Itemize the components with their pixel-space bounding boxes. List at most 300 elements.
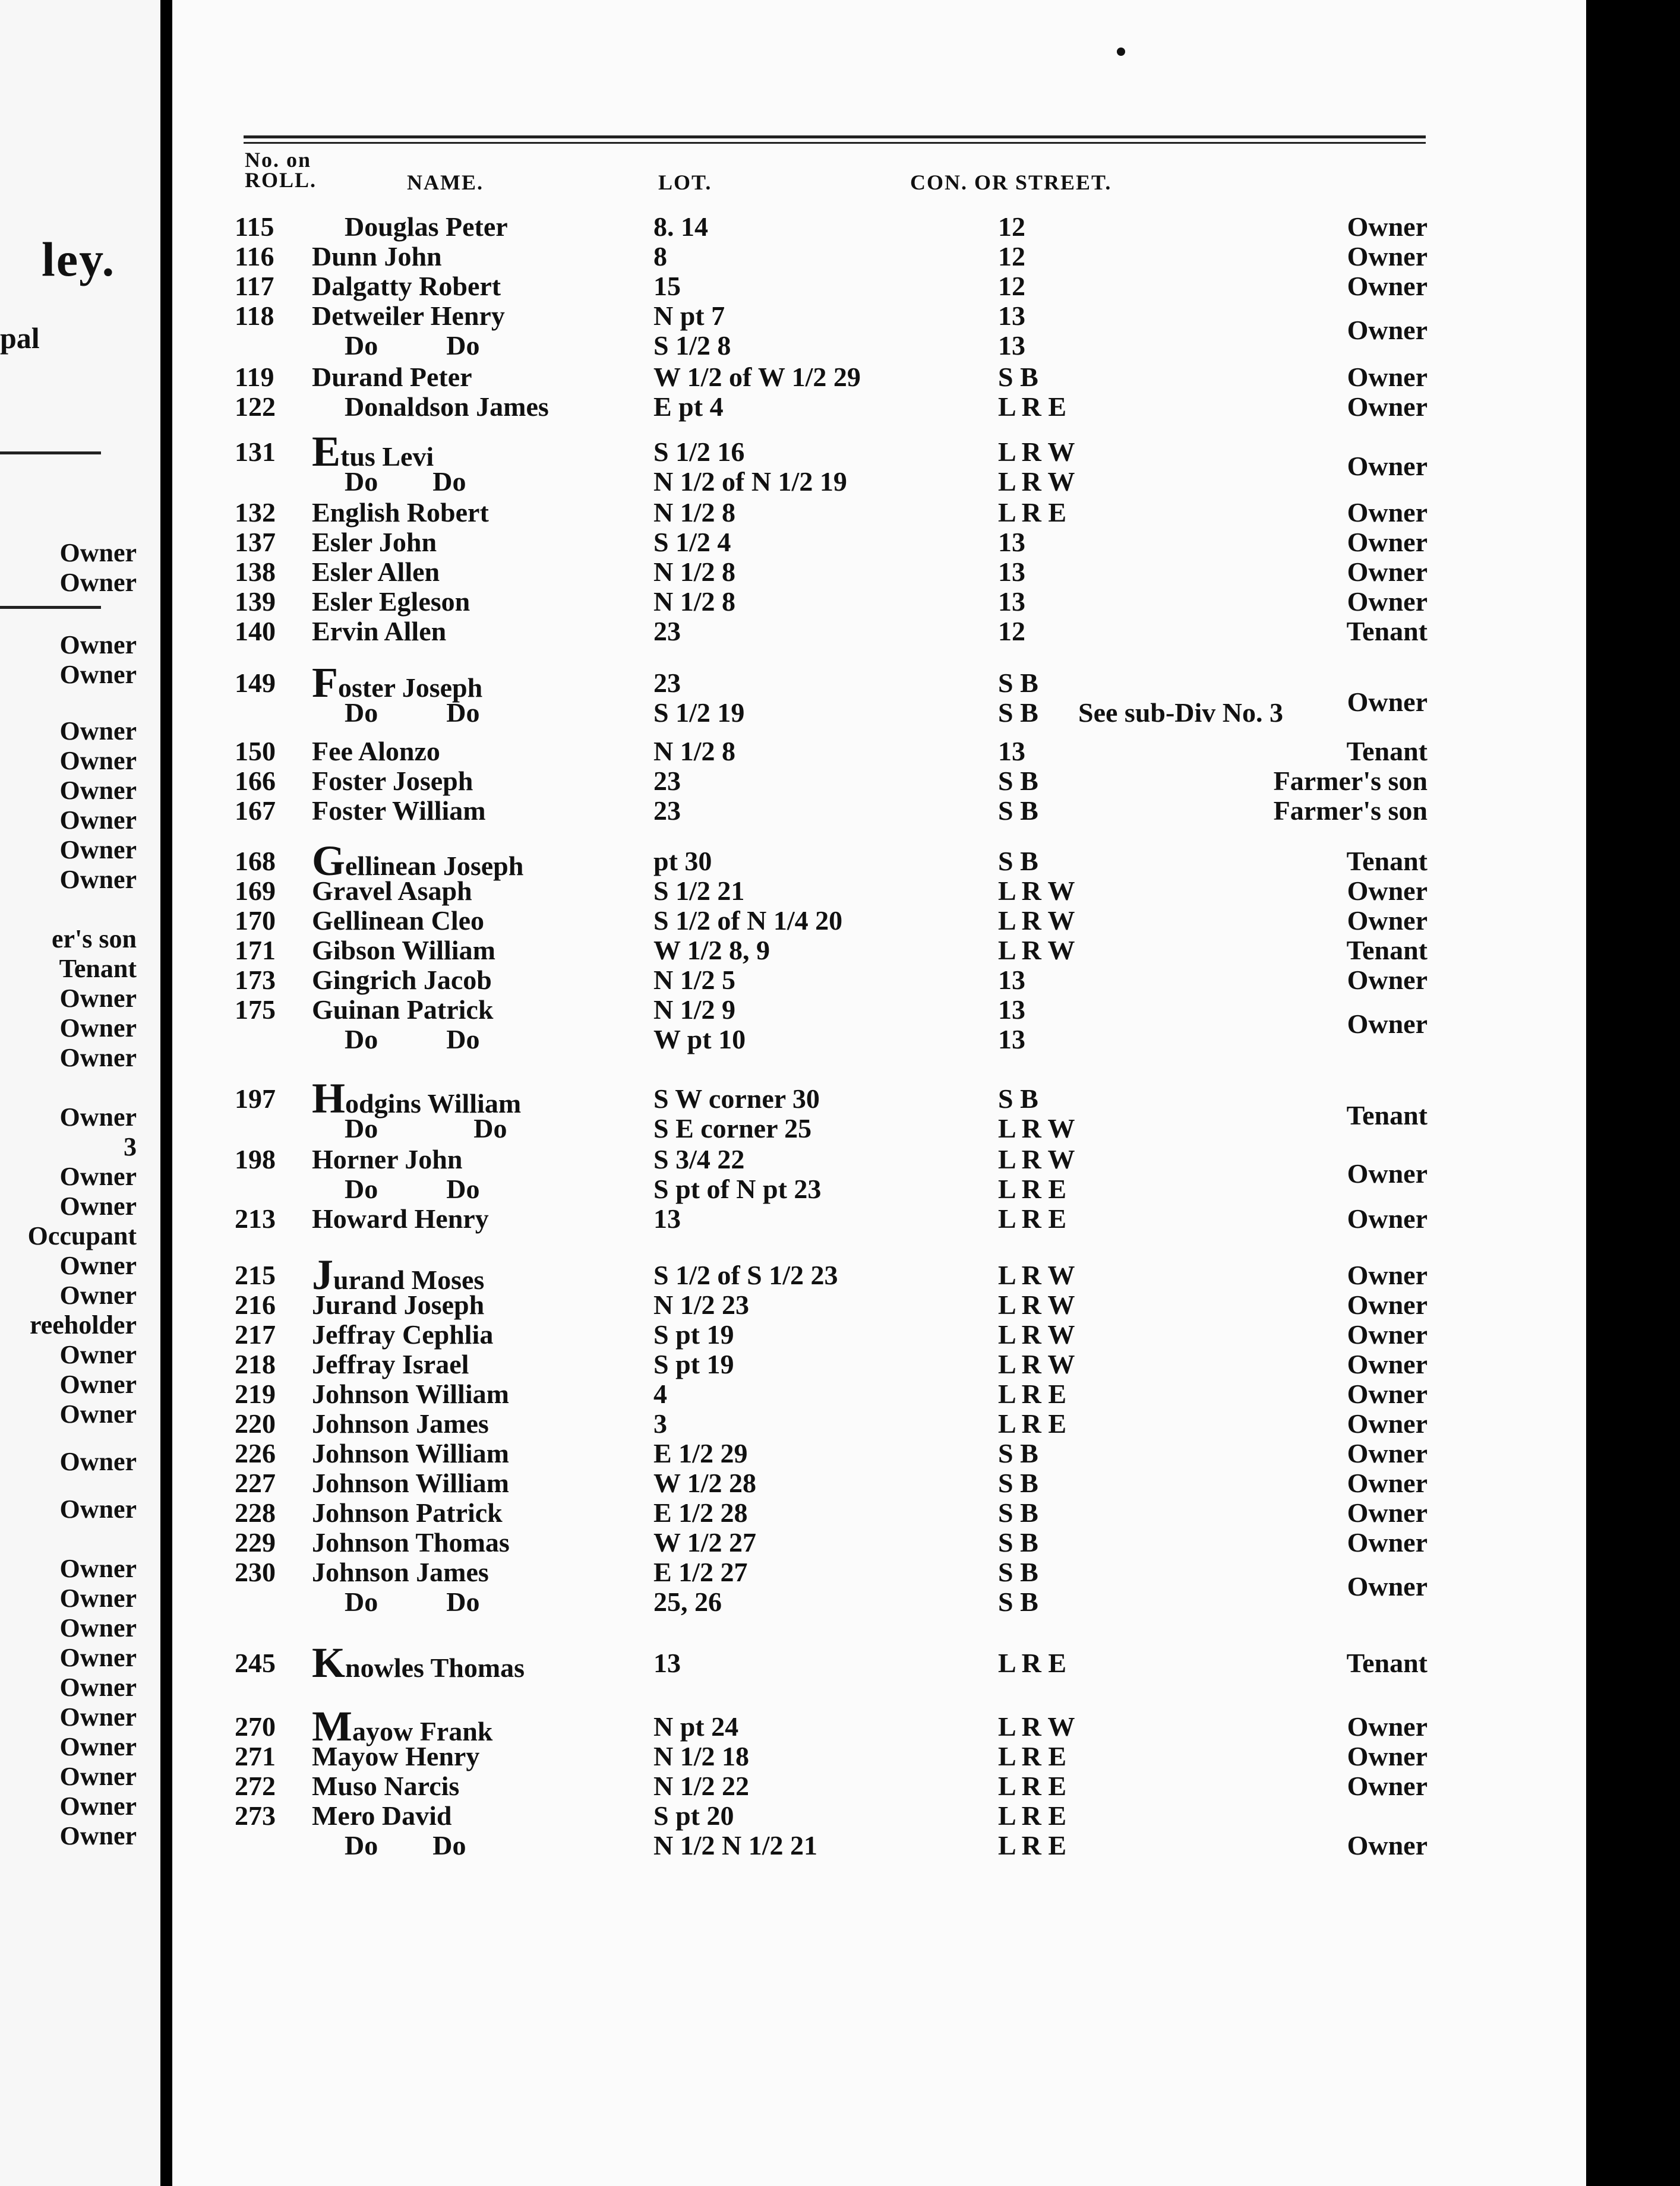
name-rest: urand Moses bbox=[333, 1265, 485, 1295]
concession-or-street: 13 bbox=[998, 557, 1025, 587]
lot: N 1/2 8 bbox=[653, 497, 735, 527]
lot: 23 bbox=[653, 668, 681, 698]
roll-number: 150 bbox=[235, 736, 276, 766]
roll-number: 218 bbox=[235, 1349, 276, 1379]
roll-number: 173 bbox=[235, 965, 276, 995]
initial-capital: M bbox=[312, 1702, 352, 1750]
roll-number: 272 bbox=[235, 1771, 276, 1801]
table-row bbox=[0, 905, 1680, 936]
roll-number: 216 bbox=[235, 1290, 276, 1320]
owner-name: Gingrich Jacob bbox=[312, 965, 492, 995]
roll-number: 271 bbox=[235, 1741, 276, 1771]
owner-name: Muso Narcis bbox=[312, 1771, 460, 1801]
header-double-rule bbox=[244, 135, 1426, 144]
table-row bbox=[0, 1378, 1680, 1409]
owner-name: Johnson Thomas bbox=[312, 1527, 510, 1558]
roll-number: 139 bbox=[235, 586, 276, 617]
left-page-item: Owner bbox=[59, 865, 137, 894]
roll-number: 117 bbox=[235, 271, 274, 301]
concession-or-street: S B bbox=[998, 362, 1038, 392]
concession-or-street: 13 bbox=[998, 736, 1025, 766]
table-row bbox=[0, 241, 1680, 271]
concession-or-street: L R W bbox=[998, 935, 1075, 965]
left-page-item: Owner bbox=[59, 1732, 137, 1761]
table-row bbox=[0, 391, 1680, 422]
owner-name: Mayow Henry bbox=[312, 1741, 480, 1771]
lot: 23 bbox=[653, 795, 681, 826]
lot: N 1/2 5 bbox=[653, 965, 735, 995]
status-label: Owner bbox=[1347, 1290, 1428, 1320]
header-name: NAME. bbox=[407, 170, 484, 194]
concession-or-street: S B bbox=[998, 1527, 1038, 1558]
lot: S W corner 30 bbox=[653, 1083, 820, 1114]
status-label: Owner bbox=[1347, 1741, 1428, 1771]
lot: N 1/2 22 bbox=[653, 1771, 749, 1801]
status-label: Tenant bbox=[1346, 935, 1428, 965]
status-label: Farmer's son bbox=[1273, 766, 1428, 796]
status-label: Tenant bbox=[1346, 616, 1428, 646]
left-page-item: Owner bbox=[59, 1162, 137, 1191]
lot: S 1/2 4 bbox=[653, 527, 731, 557]
owner-name: Jurand Joseph bbox=[312, 1290, 485, 1320]
concession-or-street: 13 bbox=[998, 301, 1025, 331]
status-label: Owner bbox=[1347, 391, 1428, 422]
lot: N pt 7 bbox=[653, 301, 725, 331]
owner-name: Esler Allen bbox=[312, 557, 440, 587]
roll-number: 132 bbox=[235, 497, 276, 527]
owner-name: Johnson William bbox=[312, 1468, 509, 1498]
lot: E 1/2 27 bbox=[653, 1557, 748, 1587]
owner-name: Douglas Peter bbox=[345, 211, 508, 242]
concession-or-street: S B bbox=[998, 1557, 1038, 1587]
table-row bbox=[0, 964, 1680, 995]
owner-name: Do Do bbox=[345, 1024, 480, 1054]
owner-name: Gellinean Cleo bbox=[312, 905, 485, 936]
table-row bbox=[0, 1467, 1680, 1498]
left-page-item: Tenant bbox=[59, 954, 137, 983]
owner-name: Jeffray Cephlia bbox=[312, 1319, 494, 1350]
owner-name: Detweiler Henry bbox=[312, 301, 505, 331]
lot: E 1/2 28 bbox=[653, 1498, 748, 1528]
lot: E pt 4 bbox=[653, 391, 724, 422]
roll-number: 116 bbox=[235, 241, 274, 271]
concession-or-street: S B bbox=[998, 1587, 1038, 1617]
owner-name: Dalgatty Robert bbox=[312, 271, 501, 301]
concession-or-street: L R W bbox=[998, 876, 1075, 906]
left-page-item: Owner bbox=[59, 1370, 137, 1399]
table-row bbox=[0, 270, 1680, 301]
lot: N 1/2 23 bbox=[653, 1290, 749, 1320]
table-row bbox=[0, 1497, 1680, 1528]
table-row bbox=[0, 994, 1680, 1025]
owner-name: Johnson William bbox=[312, 1438, 509, 1468]
left-page-item: Owner bbox=[59, 746, 137, 775]
concession-or-street: S B bbox=[998, 1083, 1038, 1114]
left-page-item: Owner bbox=[59, 1792, 137, 1821]
roll-number: 220 bbox=[235, 1408, 276, 1439]
owner-name: Do Do bbox=[345, 466, 466, 497]
roll-number: 140 bbox=[235, 616, 276, 646]
left-page-item: Owner bbox=[59, 984, 137, 1013]
lot: S 1/2 8 bbox=[653, 330, 731, 361]
status-label: Tenant bbox=[1346, 736, 1428, 766]
left-page-item: Owner bbox=[59, 1673, 137, 1702]
table-row bbox=[0, 1143, 1680, 1174]
concession-or-street: 12 bbox=[998, 211, 1025, 242]
table-row bbox=[0, 615, 1680, 646]
status-label: Owner bbox=[1347, 1319, 1428, 1350]
concession-or-street: L R W bbox=[998, 1349, 1075, 1379]
lot: 13 bbox=[653, 1648, 681, 1678]
left-page-item: Owner bbox=[59, 1013, 137, 1043]
roll-number: 131 bbox=[235, 437, 276, 467]
concession-or-street: S B bbox=[998, 846, 1038, 876]
status-label: Owner bbox=[1347, 1830, 1428, 1860]
roll-number: 171 bbox=[235, 935, 276, 965]
status-label: Owner bbox=[1347, 527, 1428, 557]
concession-or-street: L R W bbox=[998, 437, 1075, 467]
concession-or-street: 12 bbox=[998, 241, 1025, 271]
left-page-item: Owner bbox=[59, 1495, 137, 1524]
table-row bbox=[0, 1639, 1680, 1686]
lot: N 1/2 9 bbox=[653, 994, 735, 1025]
left-page-item: Owner bbox=[59, 660, 137, 689]
owner-name: Gravel Asaph bbox=[312, 876, 472, 906]
roll-number: 149 bbox=[235, 668, 276, 698]
lot: N 1/2 8 bbox=[653, 586, 735, 617]
roll-number: 138 bbox=[235, 557, 276, 587]
concession-or-street: 13 bbox=[998, 586, 1025, 617]
concession-or-street: L R W bbox=[998, 1113, 1075, 1143]
status-label: Owner bbox=[1347, 557, 1428, 587]
left-page-item: Occupant bbox=[27, 1221, 137, 1250]
owner-name bbox=[312, 1639, 525, 1686]
roll-number: 213 bbox=[235, 1203, 276, 1234]
concession-or-street: 12 bbox=[998, 616, 1025, 646]
lot: N 1/2 8 bbox=[653, 736, 735, 766]
table-row bbox=[0, 1438, 1680, 1468]
roll-number: 166 bbox=[235, 766, 276, 796]
left-page-item: 3 bbox=[124, 1132, 137, 1161]
left-page-item: Owner bbox=[59, 1702, 137, 1732]
owner-name: Johnson James bbox=[312, 1557, 489, 1587]
table-row bbox=[0, 1830, 1680, 1860]
table-row bbox=[0, 765, 1680, 796]
roll-number: 137 bbox=[235, 527, 276, 557]
roll-number: 197 bbox=[235, 1083, 276, 1114]
owner-name: Do Do bbox=[345, 1587, 480, 1617]
table-row bbox=[0, 1251, 1680, 1299]
concession-or-street: 13 bbox=[998, 1024, 1025, 1054]
status-label: Owner bbox=[1347, 687, 1428, 717]
owner-name: Do Do bbox=[345, 330, 480, 361]
status-label: Owner bbox=[1347, 1009, 1428, 1039]
owner-name: Jeffray Israel bbox=[312, 1349, 469, 1379]
status-label: Owner bbox=[1347, 1771, 1428, 1801]
lot: E 1/2 29 bbox=[653, 1438, 748, 1468]
left-page-item: Owner bbox=[59, 1643, 137, 1672]
concession-or-street: L R E bbox=[998, 1379, 1067, 1409]
left-page-item: Owner bbox=[59, 716, 137, 745]
status-label: Owner bbox=[1347, 1203, 1428, 1234]
table-row bbox=[0, 586, 1680, 617]
initial-capital: K bbox=[312, 1639, 346, 1686]
concession-or-street: L R E bbox=[998, 1203, 1067, 1234]
left-page-item: Owner bbox=[59, 630, 137, 659]
left-page-item: Owner bbox=[59, 538, 137, 567]
roll-number: 230 bbox=[235, 1557, 276, 1587]
header-roll: ROLL. bbox=[245, 168, 317, 192]
owner-name: Fee Alonzo bbox=[312, 736, 440, 766]
lot: S pt 20 bbox=[653, 1800, 734, 1831]
concession-or-street: L R W bbox=[998, 466, 1075, 497]
name-rest: tus Levi bbox=[340, 441, 434, 472]
roll-number: 227 bbox=[235, 1468, 276, 1498]
table-row bbox=[0, 795, 1680, 826]
table-row bbox=[0, 1556, 1680, 1587]
owner-name: Esler John bbox=[312, 527, 437, 557]
lot: 15 bbox=[653, 271, 681, 301]
row-note: See sub-Div No. 3 bbox=[1078, 697, 1284, 728]
table-row bbox=[0, 526, 1680, 557]
table-row bbox=[0, 1800, 1680, 1831]
roll-number: 167 bbox=[235, 795, 276, 826]
concession-or-street: L R E bbox=[998, 497, 1067, 527]
lot: W 1/2 of W 1/2 29 bbox=[653, 362, 861, 392]
owner-name: Foster Joseph bbox=[312, 766, 473, 796]
status-label: Owner bbox=[1347, 315, 1428, 345]
left-page-item: Owner bbox=[59, 776, 137, 805]
roll-number: 229 bbox=[235, 1527, 276, 1558]
concession-or-street: L R E bbox=[998, 1174, 1067, 1204]
lot: W 1/2 27 bbox=[653, 1527, 756, 1558]
lot: S 1/2 16 bbox=[653, 437, 745, 467]
roll-number: 245 bbox=[235, 1648, 276, 1678]
roll-number: 219 bbox=[235, 1379, 276, 1409]
concession-or-street: L R E bbox=[998, 1408, 1067, 1439]
table-row bbox=[0, 1289, 1680, 1320]
owner-name: Horner John bbox=[312, 1144, 463, 1174]
lot: S 1/2 19 bbox=[653, 697, 745, 728]
table-row bbox=[0, 1319, 1680, 1350]
header-con-or-street: CON. OR STREET. bbox=[910, 170, 1112, 194]
table-row bbox=[0, 211, 1680, 242]
left-page-item: Owner bbox=[59, 1400, 137, 1429]
left-page-item: Owner bbox=[59, 1554, 137, 1583]
left-page-item: Owner bbox=[59, 568, 137, 597]
lot: 3 bbox=[653, 1408, 667, 1439]
table-row bbox=[0, 1203, 1680, 1234]
left-page-item: Owner bbox=[59, 835, 137, 864]
name-rest: ellinean Joseph bbox=[345, 851, 524, 881]
owner-name: Donaldson James bbox=[345, 391, 549, 422]
concession-or-street: 13 bbox=[998, 994, 1025, 1025]
status-label: Owner bbox=[1347, 1349, 1428, 1379]
status-label: Owner bbox=[1347, 1571, 1428, 1601]
lot: S pt 19 bbox=[653, 1349, 734, 1379]
left-page-title: ley. bbox=[42, 232, 116, 286]
status-label: Owner bbox=[1347, 362, 1428, 392]
table-row bbox=[0, 1408, 1680, 1439]
concession-or-street: S B bbox=[998, 1468, 1038, 1498]
status-label: Owner bbox=[1347, 586, 1428, 617]
left-page-item: er's son bbox=[52, 924, 137, 953]
status-label: Owner bbox=[1347, 211, 1428, 242]
status-label: Owner bbox=[1347, 451, 1428, 481]
left-page-item: Owner bbox=[59, 1340, 137, 1369]
status-label: Owner bbox=[1347, 1260, 1428, 1290]
owner-name: Do Do bbox=[345, 697, 480, 728]
status-label: Owner bbox=[1347, 905, 1428, 936]
status-label: Owner bbox=[1347, 241, 1428, 271]
status-label: Owner bbox=[1347, 497, 1428, 527]
left-page-item: Owner bbox=[59, 1821, 137, 1850]
lot: S 1/2 of N 1/4 20 bbox=[653, 905, 843, 936]
lot: 13 bbox=[653, 1203, 681, 1234]
status-label: Owner bbox=[1347, 876, 1428, 906]
concession-or-street: L R E bbox=[998, 1771, 1067, 1801]
left-page-item: Owner bbox=[59, 1762, 137, 1791]
left-page-item: Owner bbox=[59, 1613, 137, 1642]
status-label: Owner bbox=[1347, 1379, 1428, 1409]
table-row bbox=[0, 1527, 1680, 1558]
status-label: Owner bbox=[1347, 1438, 1428, 1468]
roll-number: 228 bbox=[235, 1498, 276, 1528]
name-rest: oster Joseph bbox=[337, 672, 483, 703]
lot: 8 bbox=[653, 241, 667, 271]
status-label: Owner bbox=[1347, 1527, 1428, 1558]
status-label: Tenant bbox=[1346, 846, 1428, 876]
header-lot: LOT. bbox=[658, 170, 712, 194]
concession-or-street: L R E bbox=[998, 1741, 1067, 1771]
initial-capital: H bbox=[312, 1075, 346, 1122]
ink-speck bbox=[1117, 48, 1125, 56]
name-rest: ayow Frank bbox=[352, 1716, 493, 1746]
owner-name: English Robert bbox=[312, 497, 489, 527]
status-label: Owner bbox=[1347, 271, 1428, 301]
concession-or-street: L R E bbox=[998, 1800, 1067, 1831]
concession-or-street: L R W bbox=[998, 1319, 1075, 1350]
roll-number: 169 bbox=[235, 876, 276, 906]
concession-or-street: S B bbox=[998, 668, 1038, 698]
status-label: Owner bbox=[1347, 1498, 1428, 1528]
table-row bbox=[0, 1348, 1680, 1379]
table-row bbox=[0, 300, 1680, 331]
owner-name: Gibson William bbox=[312, 935, 495, 965]
concession-or-street: L R W bbox=[998, 1290, 1075, 1320]
concession-or-street: 12 bbox=[998, 271, 1025, 301]
left-page-subtitle: pal bbox=[0, 321, 40, 355]
concession-or-street: L R W bbox=[998, 1144, 1075, 1174]
owner-name: Dunn John bbox=[312, 241, 442, 271]
lot: S 3/4 22 bbox=[653, 1144, 745, 1174]
left-page-item: Owner bbox=[59, 1584, 137, 1613]
left-page-item: Owner bbox=[59, 1043, 137, 1072]
table-row bbox=[0, 735, 1680, 766]
left-page-item: Owner bbox=[59, 1192, 137, 1221]
owner-name: Johnson James bbox=[312, 1408, 489, 1439]
table-row bbox=[0, 1702, 1680, 1750]
owner-name: Ervin Allen bbox=[312, 616, 447, 646]
concession-or-street: L R W bbox=[998, 1260, 1075, 1290]
table-row bbox=[0, 428, 1680, 475]
roll-number: 168 bbox=[235, 846, 276, 876]
concession-or-street: 13 bbox=[998, 527, 1025, 557]
lot: W 1/2 28 bbox=[653, 1468, 756, 1498]
lot: N 1/2 of N 1/2 19 bbox=[653, 466, 847, 497]
roll-number: 273 bbox=[235, 1800, 276, 1831]
name-rest: odgins William bbox=[345, 1088, 522, 1119]
lot: N pt 24 bbox=[653, 1711, 739, 1742]
lot: N 1/2 N 1/2 21 bbox=[653, 1830, 817, 1860]
owner-name: Guinan Patrick bbox=[312, 994, 494, 1025]
concession-or-street: S B bbox=[998, 697, 1038, 728]
lot: S pt 19 bbox=[653, 1319, 734, 1350]
lot: W pt 10 bbox=[653, 1024, 746, 1054]
owner-name: Do Do bbox=[345, 1830, 466, 1860]
concession-or-street: S B bbox=[998, 766, 1038, 796]
initial-capital: F bbox=[312, 659, 338, 706]
left-page-item: Owner bbox=[59, 1281, 137, 1310]
concession-or-street: L R W bbox=[998, 905, 1075, 936]
table-row bbox=[0, 875, 1680, 906]
concession-or-street: L R E bbox=[998, 391, 1067, 422]
roll-number: 270 bbox=[235, 1711, 276, 1742]
left-page-item: Owner bbox=[59, 1251, 137, 1280]
header-no-on: No. on bbox=[245, 148, 312, 172]
concession-or-street: 13 bbox=[998, 330, 1025, 361]
roll-number: 226 bbox=[235, 1438, 276, 1468]
owner-name: Durand Peter bbox=[312, 362, 472, 392]
concession-or-street: L R E bbox=[998, 1830, 1067, 1860]
roll-number: 118 bbox=[235, 301, 274, 331]
concession-or-street: S B bbox=[998, 795, 1038, 826]
status-label: Owner bbox=[1347, 1711, 1428, 1742]
lot: 23 bbox=[653, 616, 681, 646]
status-label: Owner bbox=[1347, 1468, 1428, 1498]
lot: N 1/2 18 bbox=[653, 1741, 749, 1771]
initial-capital: G bbox=[312, 837, 346, 884]
lot: N 1/2 8 bbox=[653, 557, 735, 587]
name-rest: nowles Thomas bbox=[345, 1653, 525, 1683]
roll-number: 215 bbox=[235, 1260, 276, 1290]
table-row bbox=[0, 1740, 1680, 1771]
table-row bbox=[0, 934, 1680, 965]
roll-number: 119 bbox=[235, 362, 274, 392]
roll-number: 115 bbox=[235, 211, 274, 242]
lot: W 1/2 8, 9 bbox=[653, 935, 770, 965]
status-label: Owner bbox=[1347, 1158, 1428, 1189]
left-page-item: Owner bbox=[59, 1103, 137, 1132]
owner-name: Johnson Patrick bbox=[312, 1498, 503, 1528]
initial-capital: J bbox=[312, 1251, 333, 1299]
concession-or-street: L R E bbox=[998, 1648, 1067, 1678]
roll-number: 122 bbox=[235, 391, 276, 422]
owner-name: Johnson William bbox=[312, 1379, 509, 1409]
status-label: Farmer's son bbox=[1273, 795, 1428, 826]
lot: 25, 26 bbox=[653, 1587, 722, 1617]
initial-capital: E bbox=[312, 428, 341, 475]
roll-number: 170 bbox=[235, 905, 276, 936]
status-label: Tenant bbox=[1346, 1648, 1428, 1678]
left-page-item: reeholder bbox=[29, 1310, 137, 1340]
concession-or-street: L R W bbox=[998, 1711, 1075, 1742]
status-label: Owner bbox=[1347, 1408, 1428, 1439]
lot: 8. 14 bbox=[653, 211, 708, 242]
lot: S 1/2 of S 1/2 23 bbox=[653, 1260, 838, 1290]
table-row bbox=[0, 497, 1680, 527]
table-row bbox=[0, 1770, 1680, 1801]
